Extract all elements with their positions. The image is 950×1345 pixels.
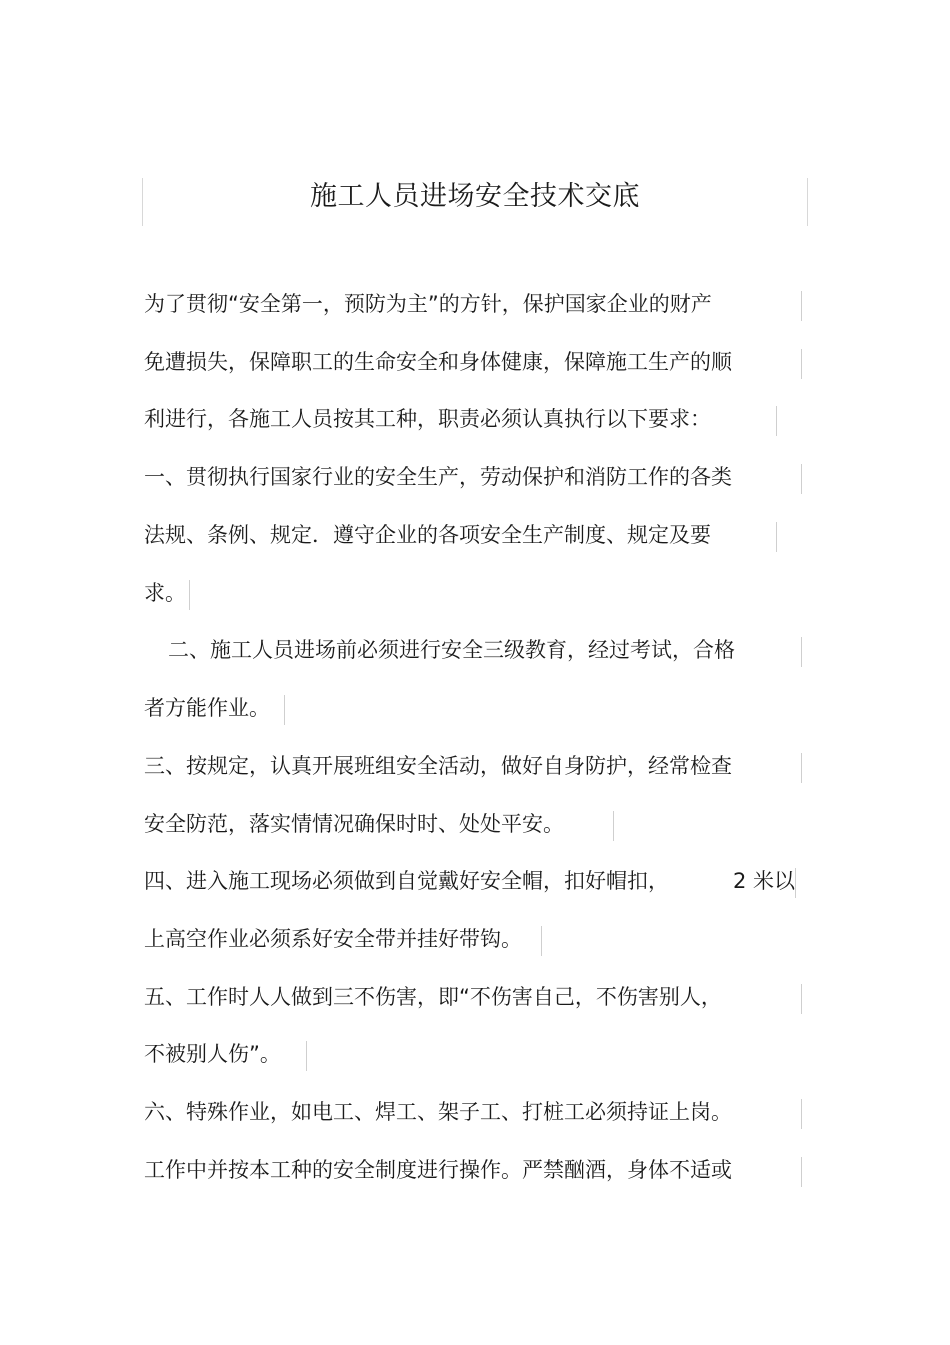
line-end-rule — [776, 406, 777, 436]
text-line: 上高空作业必须系好安全带并挂好带钩。 — [144, 927, 522, 951]
line-end-rule — [541, 926, 542, 956]
text-line: 者方能作业。 — [144, 696, 270, 720]
text-line: 求。 — [144, 581, 186, 605]
line-end-rule — [801, 1099, 802, 1129]
line-end-rule — [613, 811, 614, 841]
text-line: 二、施工人员进场前必须进行安全三级教育，经过考试，合格 — [168, 638, 735, 662]
text-line: 免遭损失，保障职工的生命安全和身体健康，保障施工生产的顺 — [144, 350, 732, 374]
text-line: 利进行，各施工人员按其工种，职责必须认真执行以下要求： — [144, 407, 711, 431]
document-title: 施工人员进场安全技术交底 — [310, 181, 640, 212]
text-line: 一、贯彻执行国家行业的安全生产，劳动保护和消防工作的各类 — [144, 465, 732, 489]
line-end-rule — [801, 291, 802, 321]
text-line: 六、特殊作业，如电工、焊工、架子工、打桩工必须持证上岗。 — [144, 1100, 732, 1124]
text-line: 法规、条例、规定．遵守企业的各项安全生产制度、规定及要 — [144, 523, 711, 547]
line-end-rule — [776, 522, 777, 552]
title-box — [142, 178, 808, 226]
text-line: 工作中并按本工种的安全制度进行操作。严禁酗酒，身体不适或 — [144, 1158, 732, 1182]
line-end-rule — [801, 753, 802, 783]
text-line: 三、按规定，认真开展班组安全活动，做好自身防护，经常检查 — [144, 754, 732, 778]
line-end-rule — [801, 349, 802, 379]
text-line: 五、工作时人人做到三不伤害，即“不伤害自己，不伤害别人， — [144, 985, 722, 1009]
line-end-rule — [801, 637, 802, 667]
line-end-rule — [189, 580, 190, 610]
text-line: 不被别人伤”。 — [144, 1042, 281, 1066]
text-line: 四、进入施工现场必须做到自觉戴好安全帽，扣好帽扣， — [144, 869, 669, 893]
text-line: 为了贯彻“安全第一，预防为主”的方针，保护国家企业的财产 — [144, 292, 712, 316]
line-end-rule — [306, 1041, 307, 1071]
line-end-rule — [795, 868, 796, 898]
text-line-tail: 2 米以 — [733, 869, 796, 893]
text-line: 安全防范，落实情情况确保时时、处处平安。 — [144, 812, 564, 836]
line-end-rule — [801, 464, 802, 494]
line-end-rule — [284, 695, 285, 725]
line-end-rule — [801, 1157, 802, 1187]
line-end-rule — [801, 984, 802, 1014]
